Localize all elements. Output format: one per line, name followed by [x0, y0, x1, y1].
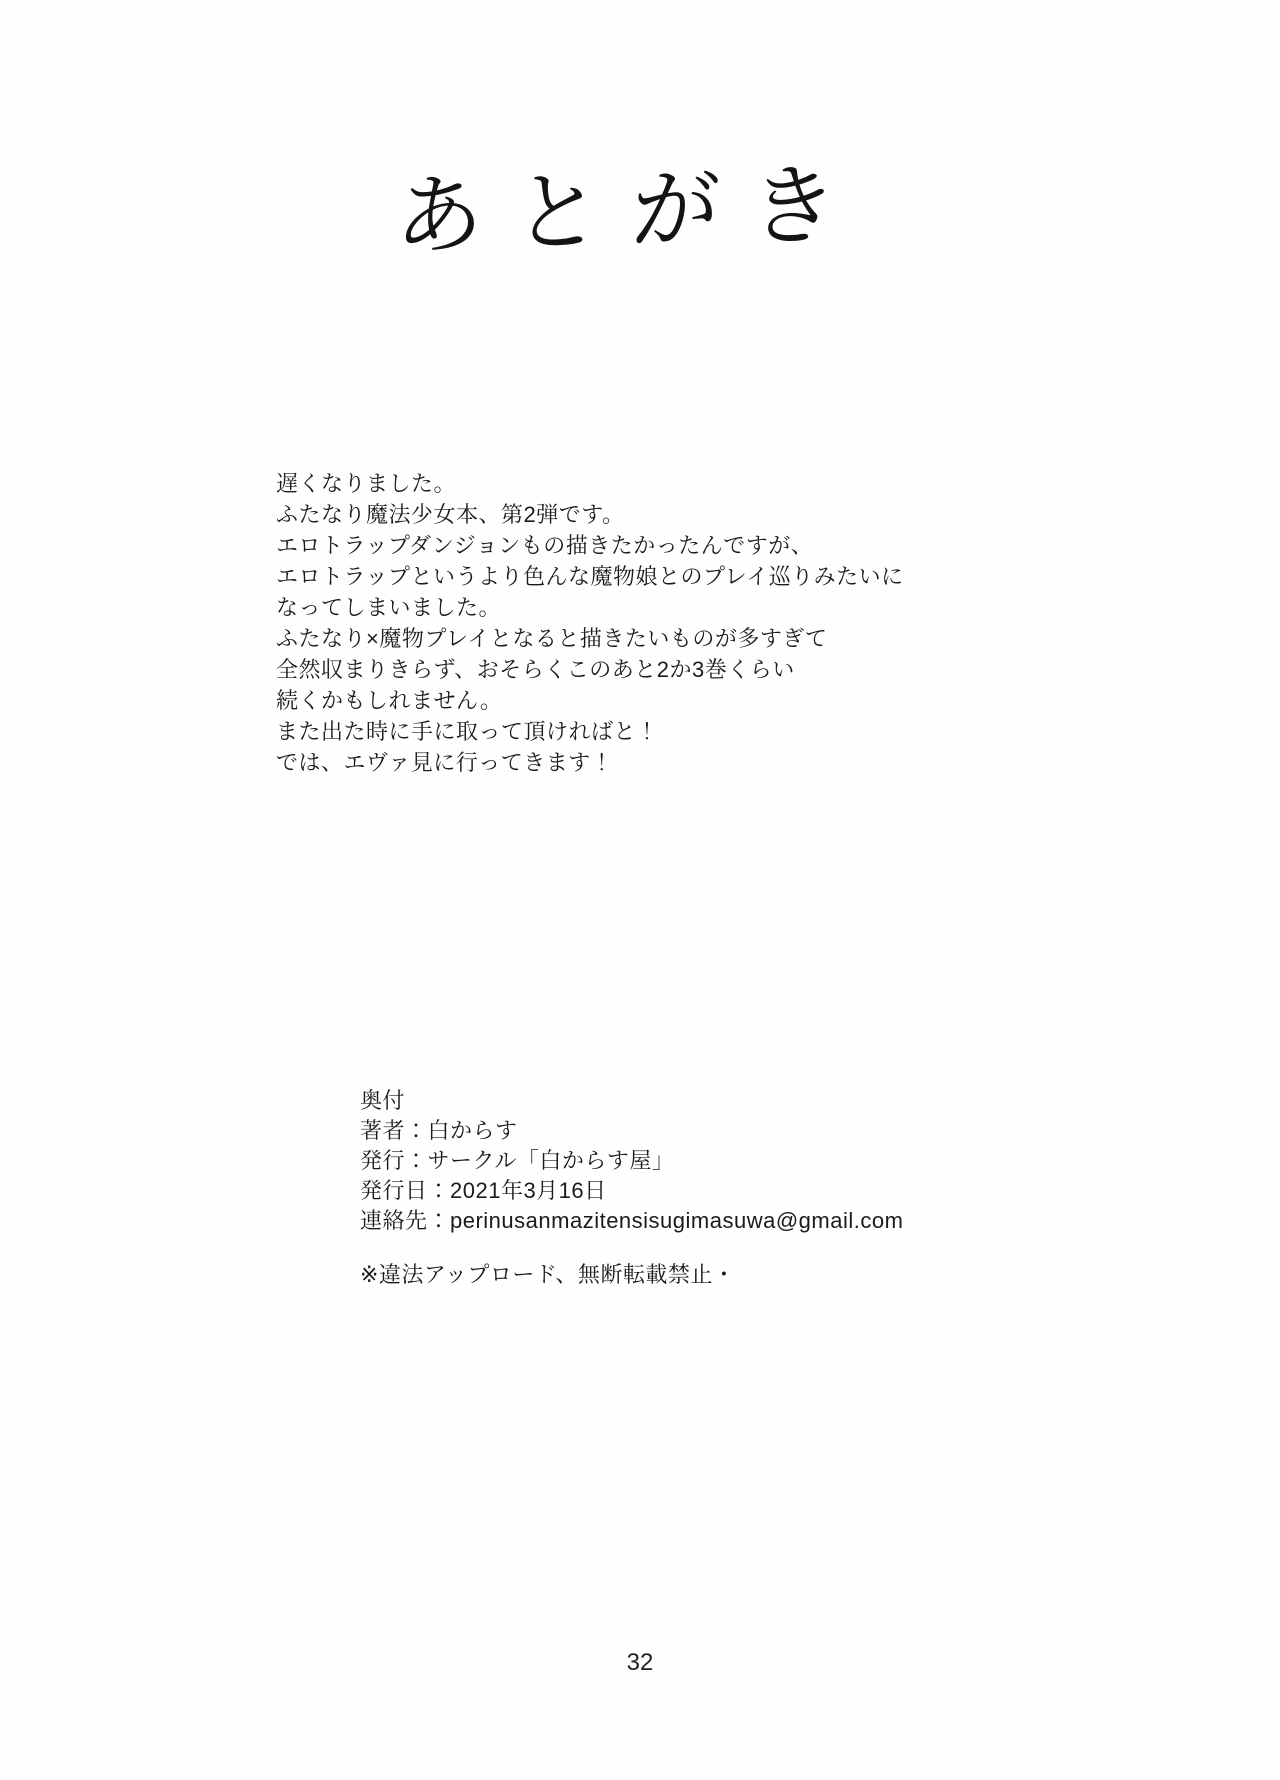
colophon-heading: 奥付: [360, 1088, 406, 1113]
colophon-author: 著者：白からす: [360, 1118, 518, 1143]
afterword-text-block: [276, 468, 904, 778]
afterword-line: ふたなり魔法少女本、第2弾です。: [276, 502, 625, 527]
copyright-warning: ※違法アップロード、無断転載禁止・: [360, 1262, 736, 1287]
afterword-line: 続くかもしれません。: [276, 688, 503, 713]
afterword-line: エロトラップというより色んな魔物娘とのプレイ巡りみたいに: [276, 564, 904, 589]
afterword-line: 全然収まりきらず、おそらくこのあと2か3巻くらい: [276, 657, 795, 682]
afterword-line: エロトラップダンジョンもの描きたかったんですが、: [276, 533, 814, 558]
afterword-line: また出た時に手に取って頂ければと！: [276, 719, 659, 744]
colophon-publish-date: 発行日：2021年3月16日: [360, 1178, 607, 1203]
colophon-block: [360, 1086, 903, 1236]
afterword-line: ふたなり×魔物プレイとなると描きたいものが多すぎて: [276, 626, 828, 651]
page-number: 32: [626, 1649, 654, 1676]
colophon-publisher: 発行：サークル「白からす屋」: [360, 1148, 675, 1173]
afterword-title: あとがき: [393, 154, 870, 267]
colophon-contact-email: 連絡先：perinusanmazitensisugimasuwa@gmail.com: [360, 1208, 904, 1233]
afterword-line: なってしまいました。: [276, 595, 502, 620]
afterword-line: では、エヴァ見に行ってきます！: [276, 750, 614, 775]
afterword-line: 遅くなりました。: [276, 471, 457, 496]
